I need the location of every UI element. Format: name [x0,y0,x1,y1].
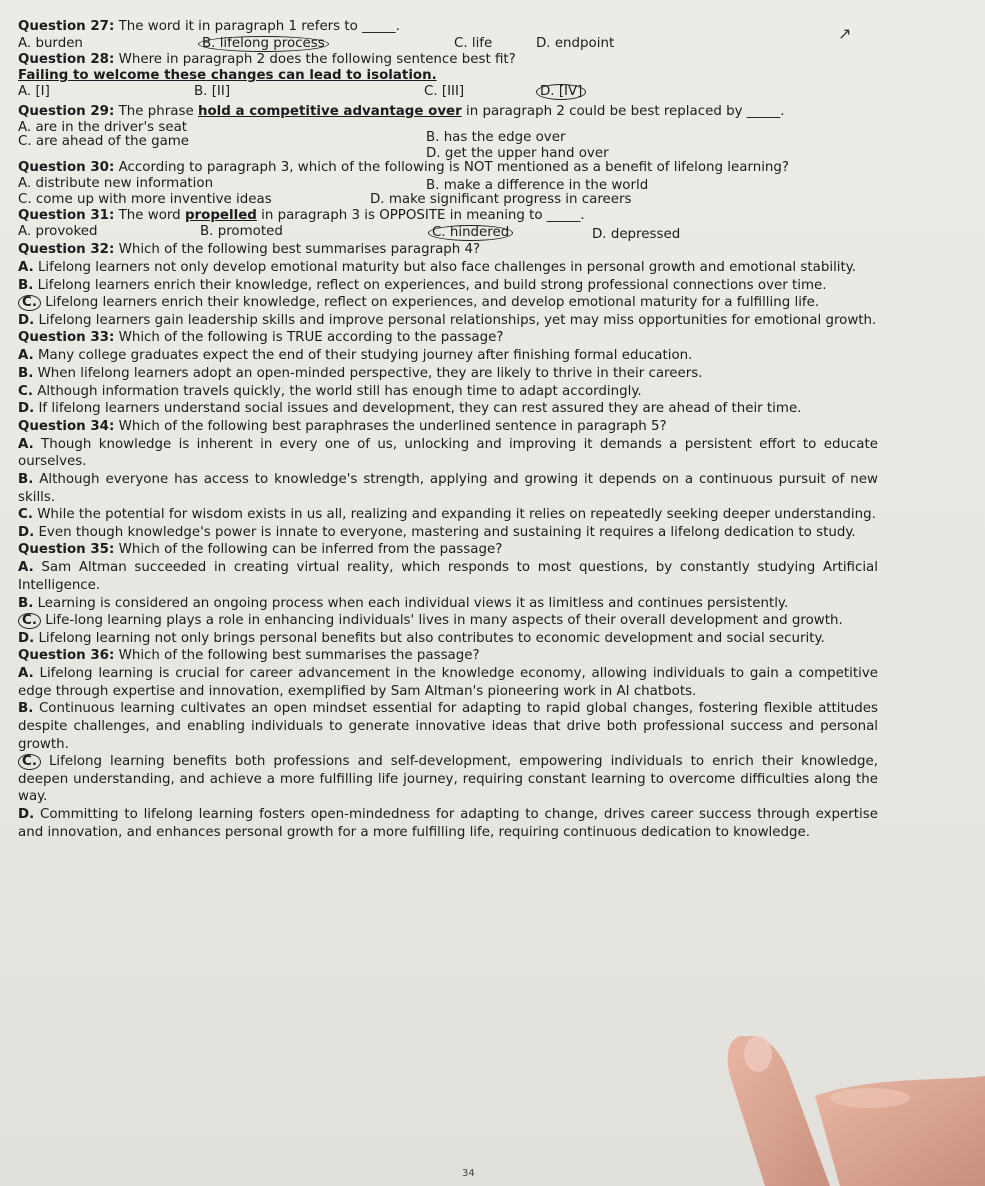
option-d[interactable]: D. depressed [592,227,681,242]
question-label: Question 31: [18,208,115,223]
option-letter: B. [18,277,34,293]
option-text: Though knowledge is inherent in every one of us, unlocking and improving it demands a persistent effort to educate ourselves. [18,436,878,470]
question-stem: Which of the following can be inferred from the passage? [118,542,503,558]
question-28 [18,51,878,103]
question-stem: Which of the following best summarises paragraph 4? [118,242,481,257]
question-stem-end: in paragraph 2 could be best replaced by _____. [466,104,785,119]
option-text: Lifelong learning not only brings personal benefits but also contributes to economic development and social security. [38,630,825,646]
option-text: When lifelong learners adopt an open-minded perspective, they are likely to thrive in their careers. [37,365,703,381]
option-letter: C. [18,383,33,399]
option-text: Even though knowledge's power is innate to everyone, mastering and sustaining it requires a lifelong dedication to study. [38,524,856,540]
question-label: Question 29: [18,104,115,119]
option-a[interactable] [18,665,878,700]
option-text: If lifelong learners understand social issues and development, they can rest assured they are ahead of their time. [38,401,802,417]
option-text: Lifelong learners not only develop emotional maturity but also face challenges in personal growth and emotional stability. [37,260,857,275]
option-d[interactable] [536,83,586,101]
option-b[interactable]: B. has the edge over [426,130,566,145]
question-36 [18,647,878,841]
option-text: Although information travels quickly, the world still has enough time to adapt accordingly. [37,383,642,399]
option-a[interactable]: A. are in the driver's seat [18,120,188,135]
circled-answer: B. lifelong process [198,36,329,52]
question-31 [18,207,878,241]
question-label: Question 27: [18,19,115,34]
option-b[interactable] [18,277,878,295]
option-d[interactable] [18,630,878,648]
question-label: Question 36: [18,648,115,664]
option-text: Life-long learning plays a role in enhancing individuals' lives in many aspects of their overall development and growth. [45,613,843,629]
underlined-phrase: hold a competitive advantage over [197,104,462,119]
option-b[interactable] [18,595,878,613]
option-d[interactable]: D. endpoint [536,36,615,51]
option-a[interactable]: A. provoked [18,224,98,239]
option-a[interactable]: A. [I] [18,84,50,99]
option-d[interactable] [18,400,878,418]
option-letter: D. [18,807,35,823]
option-text: Many college graduates expect the end of their studying journey after finishing formal education. [37,348,693,364]
finger-photo-icon [720,1036,985,1186]
option-c[interactable] [18,753,878,806]
option-text: Continuous learning cultivates an open mindset essential for adapting to rapid global changes, fostering flexible attitudes despite challenges, and enabling individuals to generate innovative ideas that drive both professional success and personal growth. [18,701,878,752]
question-35 [18,541,878,647]
question-label: Question 34: [18,418,115,434]
question-label: Question 30: [18,160,115,175]
question-27 [18,18,878,51]
question-stem: According to paragraph 3, which of the following is NOT mentioned as a benefit of lifelong learning? [118,160,790,175]
option-letter: C. [18,507,33,523]
option-text: Lifelong learners enrich their knowledge, reflect on experiences, and develop emotional maturity for a fulfilling life. [45,295,820,311]
circled-answer: C. [18,295,41,311]
question-label: Question 32: [18,242,115,257]
question-stem: The word it in paragraph 1 refers to _____. [118,19,400,34]
option-d[interactable] [18,806,878,841]
option-c[interactable] [18,383,878,401]
option-letter: A. [18,560,34,576]
question-stem: The phrase [118,104,194,119]
option-text: While the potential for wisdom exists in us all, realizing and expanding it relies on repeatedly seeking deeper understanding. [37,507,876,523]
option-a[interactable] [18,259,878,277]
question-30 [18,159,878,207]
option-letter: A. [18,666,34,682]
option-d[interactable] [18,524,878,542]
question-stem: Which of the following best summarises the passage? [118,648,480,664]
option-a[interactable]: A. distribute new information [18,176,214,191]
option-b[interactable] [18,365,878,383]
option-letter: D. [18,312,35,328]
option-letter: D. [18,630,35,646]
question-label: Question 33: [18,330,115,346]
option-a[interactable]: A. burden [18,36,83,51]
option-text: Lifelong learning is crucial for career advancement in the knowledge economy, allowing individuals to gain a competitive edge through expertise and innovation, exemplified by Sam Altman's pioneering work in AI chatbots. [18,666,878,699]
option-c[interactable] [18,612,878,630]
option-letter: A. [18,348,34,364]
option-b[interactable]: B. promoted [200,224,283,239]
question-stem: The word [118,208,181,223]
option-b[interactable]: B. make a difference in the world [426,178,649,193]
question-stem: Which of the following best paraphrases the underlined sentence in paragraph 5? [118,418,667,434]
option-a[interactable] [18,347,878,365]
option-letter: A. [18,260,34,275]
option-d[interactable]: D. make significant progress in careers [370,192,632,207]
option-c[interactable]: C. come up with more inventive ideas [18,192,272,207]
option-letter: B. [18,595,34,611]
question-stem: Where in paragraph 2 does the following sentence best fit? [118,52,516,67]
question-32 [18,241,878,329]
option-text: Although everyone has access to knowledge's strength, applying and growing it depends on a continuous pursuit of new skills. [18,471,878,505]
circled-answer: C. [18,754,41,770]
option-d[interactable] [18,312,878,330]
option-b[interactable] [18,700,878,753]
question-29 [18,103,878,159]
option-a[interactable] [18,559,878,594]
question-label: Question 28: [18,52,115,67]
option-b[interactable] [18,471,878,506]
underlined-word: propelled [184,208,257,223]
option-c[interactable]: C. are ahead of the game [18,134,190,149]
option-c[interactable]: C. life [454,36,493,51]
option-c[interactable] [428,224,513,242]
option-text: Lifelong learners enrich their knowledge, reflect on experiences, and build strong professional connections over time. [37,277,827,293]
option-b[interactable] [198,35,329,53]
option-text: Committing to lifelong learning fosters open-mindedness for adapting to change, drives career success through expertise and innovation, and enhances personal growth for a more fulfilling life, requiring continuous dedication to knowledge. [18,807,878,840]
option-text: Learning is considered an ongoing process when each individual views it as limitless and continues persistently. [37,595,789,611]
option-a[interactable] [18,436,878,471]
option-b[interactable]: B. [II] [194,84,231,99]
option-letter: D. [18,524,35,540]
question-list [18,18,878,841]
option-text: Sam Altman succeeded in creating virtual reality, which responds to most questions, by constantly studying Artificial Intelligence. [18,560,878,593]
option-letter: A. [18,436,34,452]
inserted-sentence: Failing to welcome these changes can lead to isolation. [18,68,437,83]
option-letter: B. [18,701,34,717]
circled-answer: D. [IV] [536,84,586,100]
question-stem-end: in paragraph 3 is OPPOSITE in meaning to _____. [261,208,585,223]
circled-answer: C. hindered [428,225,513,241]
option-d[interactable]: D. get the upper hand over [426,146,609,161]
option-letter: B. [18,471,34,487]
circled-answer: C. [18,613,41,629]
option-text: Lifelong learning benefits both professions and self-development, empowering individuals to enrich their knowledge, deepen understanding, and achieve a more fulfilling life journey, requiring constant learning to overcome difficulties along the way. [18,754,878,805]
question-33 [18,329,878,417]
page-number: 34 [462,1168,475,1179]
question-label: Question 35: [18,542,115,558]
option-text: Lifelong learners gain leadership skills and improve personal relationships, yet may miss opportunities for emotional growth. [38,312,877,328]
option-letter: D. [18,401,35,417]
option-letter: B. [18,365,34,381]
option-c[interactable]: C. [III] [424,84,465,99]
option-c[interactable] [18,506,878,524]
tick-mark: ↗ [838,24,852,43]
question-stem: Which of the following is TRUE according to the passage? [118,330,504,346]
question-34 [18,418,878,542]
option-c[interactable] [18,294,878,312]
